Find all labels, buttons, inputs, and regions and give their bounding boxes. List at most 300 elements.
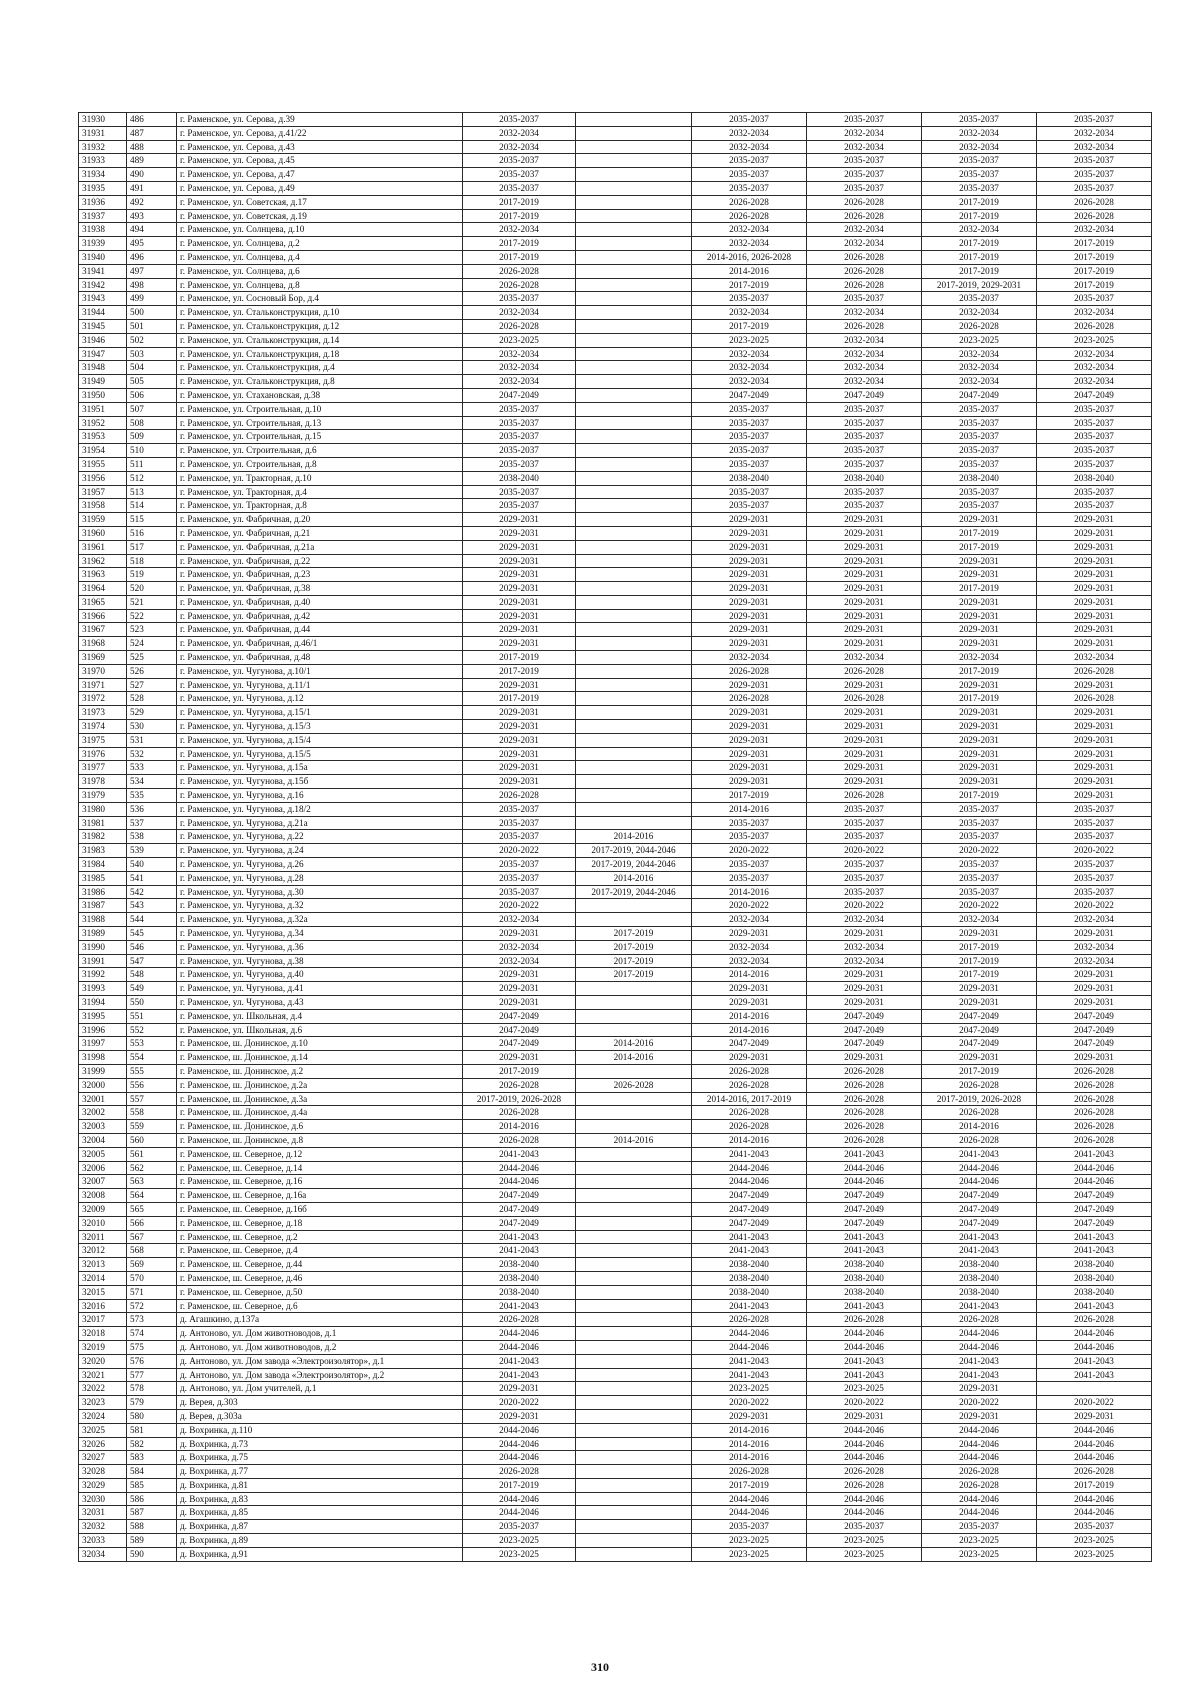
cell-period-6: 2047-2049 — [1037, 1216, 1152, 1230]
cell-period-5: 2044-2046 — [922, 1423, 1037, 1437]
cell-period-5: 2044-2046 — [922, 1327, 1037, 1341]
table-row — [79, 416, 1152, 430]
cell-item-number: 533 — [127, 761, 177, 775]
cell-period-1: 2029-2031 — [463, 996, 576, 1010]
cell-period-5: 2029-2031 — [922, 513, 1037, 527]
cell-period-2 — [576, 444, 692, 458]
cell-period-5: 2041-2043 — [922, 1244, 1037, 1258]
cell-period-6: 2017-2019 — [1037, 250, 1152, 264]
cell-item-number: 527 — [127, 678, 177, 692]
cell-period-1: 2026-2028 — [463, 264, 576, 278]
cell-item-number: 543 — [127, 899, 177, 913]
cell-period-3: 2029-2031 — [692, 513, 807, 527]
cell-item-number: 502 — [127, 333, 177, 347]
cell-row-number: 32019 — [79, 1340, 127, 1354]
cell-period-4: 2035-2037 — [807, 885, 922, 899]
cell-address: г. Раменское, ш. Донинское, д.8 — [177, 1133, 463, 1147]
cell-item-number: 552 — [127, 1023, 177, 1037]
cell-period-1: 2044-2046 — [463, 1437, 576, 1451]
cell-address: г. Раменское, ул. Тракторная, д.4 — [177, 485, 463, 499]
cell-item-number: 575 — [127, 1340, 177, 1354]
cell-row-number: 31948 — [79, 361, 127, 375]
cell-period-2 — [576, 899, 692, 913]
cell-item-number: 509 — [127, 430, 177, 444]
cell-period-3: 2029-2031 — [692, 609, 807, 623]
cell-period-5: 2026-2028 — [922, 1078, 1037, 1092]
cell-period-1: 2032-2034 — [463, 954, 576, 968]
cell-period-3: 2041-2043 — [692, 1244, 807, 1258]
cell-period-2 — [576, 181, 692, 195]
cell-period-4: 2044-2046 — [807, 1492, 922, 1506]
cell-period-1: 2047-2049 — [463, 1202, 576, 1216]
cell-period-1: 2047-2049 — [463, 388, 576, 402]
cell-period-2 — [576, 1244, 692, 1258]
cell-period-4: 2026-2028 — [807, 1465, 922, 1479]
cell-period-3: 2038-2040 — [692, 1258, 807, 1272]
cell-address: г. Раменское, ул. Солнцева, д.8 — [177, 278, 463, 292]
table-row — [79, 1244, 1152, 1258]
cell-address: г. Раменское, ул. Солнцева, д.2 — [177, 237, 463, 251]
cell-row-number: 31938 — [79, 223, 127, 237]
cell-period-3: 2014-2016 — [692, 1009, 807, 1023]
cell-period-5: 2035-2037 — [922, 430, 1037, 444]
table-row — [79, 209, 1152, 223]
cell-period-5: 2017-2019 — [922, 1064, 1037, 1078]
cell-period-6: 2035-2037 — [1037, 485, 1152, 499]
cell-period-2 — [576, 775, 692, 789]
cell-period-4: 2029-2031 — [807, 554, 922, 568]
cell-period-5: 2017-2019 — [922, 582, 1037, 596]
table-row — [79, 1382, 1152, 1396]
cell-period-6: 2017-2019 — [1037, 237, 1152, 251]
cell-period-6: 2047-2049 — [1037, 1202, 1152, 1216]
cell-period-2 — [576, 568, 692, 582]
cell-period-4: 2029-2031 — [807, 678, 922, 692]
cell-period-5: 2017-2019 — [922, 692, 1037, 706]
cell-period-3: 2014-2016, 2026-2028 — [692, 250, 807, 264]
cell-address: д. Верея, д.303 — [177, 1396, 463, 1410]
cell-period-6: 2032-2034 — [1037, 223, 1152, 237]
cell-address: г. Раменское, ул. Строительная, д.10 — [177, 402, 463, 416]
cell-address: г. Раменское, ш. Северное, д.6 — [177, 1299, 463, 1313]
cell-row-number: 31987 — [79, 899, 127, 913]
table-row — [79, 1547, 1152, 1561]
cell-row-number: 31980 — [79, 802, 127, 816]
cell-item-number: 503 — [127, 347, 177, 361]
cell-period-3: 2017-2019 — [692, 1478, 807, 1492]
cell-period-3: 2035-2037 — [692, 871, 807, 885]
cell-period-3: 2044-2046 — [692, 1340, 807, 1354]
cell-period-2 — [576, 623, 692, 637]
cell-period-5: 2038-2040 — [922, 1271, 1037, 1285]
cell-period-5: 2017-2019 — [922, 540, 1037, 554]
cell-period-6: 2035-2037 — [1037, 1520, 1152, 1534]
cell-period-3: 2032-2034 — [692, 306, 807, 320]
cell-item-number: 562 — [127, 1161, 177, 1175]
cell-period-6: 2029-2031 — [1037, 761, 1152, 775]
cell-period-1: 2035-2037 — [463, 816, 576, 830]
cell-period-1: 2017-2019 — [463, 195, 576, 209]
cell-period-4: 2035-2037 — [807, 416, 922, 430]
cell-period-2 — [576, 1271, 692, 1285]
cell-row-number: 32030 — [79, 1492, 127, 1506]
cell-row-number: 32023 — [79, 1396, 127, 1410]
cell-period-2 — [576, 540, 692, 554]
cell-period-3: 2035-2037 — [692, 457, 807, 471]
cell-period-4: 2026-2028 — [807, 664, 922, 678]
cell-period-3: 2047-2049 — [692, 388, 807, 402]
cell-row-number: 31986 — [79, 885, 127, 899]
cell-period-5: 2017-2019 — [922, 195, 1037, 209]
cell-period-1: 2032-2034 — [463, 940, 576, 954]
cell-period-2 — [576, 1313, 692, 1327]
table-row — [79, 651, 1152, 665]
cell-period-4: 2032-2034 — [807, 306, 922, 320]
cell-row-number: 32005 — [79, 1147, 127, 1161]
cell-period-2 — [576, 526, 692, 540]
cell-address: г. Раменское, ул. Чугунова, д.30 — [177, 885, 463, 899]
cell-row-number: 32016 — [79, 1299, 127, 1313]
cell-row-number: 31990 — [79, 940, 127, 954]
cell-period-5: 2020-2022 — [922, 1396, 1037, 1410]
table-body — [79, 113, 1152, 1562]
cell-period-6: 2029-2031 — [1037, 747, 1152, 761]
cell-period-3: 2023-2025 — [692, 1382, 807, 1396]
cell-period-1: 2017-2019 — [463, 1478, 576, 1492]
cell-period-2 — [576, 1520, 692, 1534]
cell-period-5: 2035-2037 — [922, 168, 1037, 182]
cell-period-1: 2029-2031 — [463, 540, 576, 554]
cell-period-4: 2041-2043 — [807, 1244, 922, 1258]
cell-period-4: 2041-2043 — [807, 1354, 922, 1368]
cell-period-1: 2035-2037 — [463, 416, 576, 430]
cell-period-1: 2026-2028 — [463, 319, 576, 333]
cell-row-number: 32000 — [79, 1078, 127, 1092]
table-row — [79, 126, 1152, 140]
cell-period-4: 2029-2031 — [807, 996, 922, 1010]
table-row — [79, 1492, 1152, 1506]
table-row — [79, 595, 1152, 609]
cell-period-3: 2041-2043 — [692, 1230, 807, 1244]
table-row — [79, 333, 1152, 347]
cell-period-6: 2032-2034 — [1037, 940, 1152, 954]
cell-address: д. Антоново, ул. Дом животноводов, д.1 — [177, 1327, 463, 1341]
cell-item-number: 565 — [127, 1202, 177, 1216]
cell-period-1: 2017-2019 — [463, 1064, 576, 1078]
cell-period-6: 2035-2037 — [1037, 430, 1152, 444]
cell-period-3: 2029-2031 — [692, 623, 807, 637]
cell-address: г. Раменское, ул. Стахановская, д.38 — [177, 388, 463, 402]
table-row — [79, 747, 1152, 761]
cell-period-6: 2035-2037 — [1037, 858, 1152, 872]
cell-period-6: 2020-2022 — [1037, 1396, 1152, 1410]
cell-period-6: 2047-2049 — [1037, 1037, 1152, 1051]
cell-period-2 — [576, 402, 692, 416]
cell-period-4: 2026-2028 — [807, 278, 922, 292]
cell-period-3: 2014-2016 — [692, 1133, 807, 1147]
cell-period-5: 2017-2019 — [922, 264, 1037, 278]
table-row — [79, 402, 1152, 416]
table-row — [79, 954, 1152, 968]
cell-row-number: 32013 — [79, 1258, 127, 1272]
cell-item-number: 578 — [127, 1382, 177, 1396]
cell-period-5: 2044-2046 — [922, 1506, 1037, 1520]
cell-period-4: 2038-2040 — [807, 1285, 922, 1299]
cell-period-5: 2032-2034 — [922, 223, 1037, 237]
cell-address: г. Раменское, ул. Стальконструкция, д.14 — [177, 333, 463, 347]
cell-period-3: 2020-2022 — [692, 844, 807, 858]
cell-item-number: 540 — [127, 858, 177, 872]
cell-row-number: 32034 — [79, 1547, 127, 1561]
table-row — [79, 1409, 1152, 1423]
cell-address: г. Раменское, ул. Чугунова, д.15а — [177, 761, 463, 775]
cell-row-number: 32010 — [79, 1216, 127, 1230]
cell-period-2 — [576, 1340, 692, 1354]
cell-period-3: 2035-2037 — [692, 402, 807, 416]
cell-period-4: 2032-2034 — [807, 126, 922, 140]
cell-period-2: 2017-2019, 2044-2046 — [576, 858, 692, 872]
cell-period-4: 2035-2037 — [807, 292, 922, 306]
cell-period-2: 2014-2016 — [576, 1051, 692, 1065]
cell-row-number: 31992 — [79, 968, 127, 982]
cell-period-3: 2029-2031 — [692, 775, 807, 789]
cell-period-4: 2044-2046 — [807, 1506, 922, 1520]
cell-item-number: 532 — [127, 747, 177, 761]
table-row — [79, 526, 1152, 540]
cell-period-6: 2026-2028 — [1037, 664, 1152, 678]
cell-period-4: 2023-2025 — [807, 1382, 922, 1396]
cell-period-1: 2035-2037 — [463, 871, 576, 885]
cell-period-6: 2044-2046 — [1037, 1423, 1152, 1437]
table-row — [79, 1520, 1152, 1534]
cell-item-number: 534 — [127, 775, 177, 789]
table-row — [79, 1451, 1152, 1465]
cell-address: г. Раменское, ул. Чугунова, д.11/1 — [177, 678, 463, 692]
cell-row-number: 32002 — [79, 1106, 127, 1120]
cell-period-5: 2029-2031 — [922, 761, 1037, 775]
cell-address: г. Раменское, ш. Донинское, д.10 — [177, 1037, 463, 1051]
cell-period-6: 2026-2028 — [1037, 209, 1152, 223]
table-row — [79, 1189, 1152, 1203]
cell-period-2 — [576, 306, 692, 320]
cell-period-5: 2026-2028 — [922, 1133, 1037, 1147]
cell-period-2 — [576, 278, 692, 292]
cell-period-2 — [576, 1396, 692, 1410]
cell-period-4: 2029-2031 — [807, 720, 922, 734]
cell-period-4: 2029-2031 — [807, 982, 922, 996]
table-row — [79, 168, 1152, 182]
cell-period-6: 2038-2040 — [1037, 1258, 1152, 1272]
cell-row-number: 31944 — [79, 306, 127, 320]
cell-period-1: 2032-2034 — [463, 223, 576, 237]
cell-period-4: 2029-2031 — [807, 623, 922, 637]
cell-item-number: 577 — [127, 1368, 177, 1382]
cell-period-6: 2023-2025 — [1037, 1534, 1152, 1548]
cell-period-6: 2035-2037 — [1037, 871, 1152, 885]
cell-period-2 — [576, 913, 692, 927]
cell-period-2 — [576, 1423, 692, 1437]
table-row — [79, 444, 1152, 458]
cell-period-4: 2029-2031 — [807, 761, 922, 775]
cell-period-2 — [576, 664, 692, 678]
cell-period-5: 2020-2022 — [922, 844, 1037, 858]
cell-period-3: 2032-2034 — [692, 347, 807, 361]
cell-period-3: 2029-2031 — [692, 540, 807, 554]
cell-period-1: 2038-2040 — [463, 1285, 576, 1299]
cell-period-1: 2032-2034 — [463, 306, 576, 320]
cell-item-number: 573 — [127, 1313, 177, 1327]
table-row — [79, 802, 1152, 816]
cell-row-number: 31963 — [79, 568, 127, 582]
cell-period-6: 2023-2025 — [1037, 1547, 1152, 1561]
cell-period-2 — [576, 789, 692, 803]
cell-row-number: 32011 — [79, 1230, 127, 1244]
cell-period-3: 2032-2034 — [692, 140, 807, 154]
cell-item-number: 504 — [127, 361, 177, 375]
cell-period-1: 2029-2031 — [463, 747, 576, 761]
cell-item-number: 530 — [127, 720, 177, 734]
cell-period-5: 2038-2040 — [922, 471, 1037, 485]
cell-period-3: 2035-2037 — [692, 430, 807, 444]
cell-period-6: 2032-2034 — [1037, 140, 1152, 154]
cell-period-4: 2026-2028 — [807, 1106, 922, 1120]
cell-period-1: 2044-2046 — [463, 1161, 576, 1175]
cell-address: г. Раменское, ул. Чугунова, д.24 — [177, 844, 463, 858]
table-row — [79, 223, 1152, 237]
cell-row-number: 31996 — [79, 1023, 127, 1037]
cell-address: г. Раменское, ул. Советская, д.17 — [177, 195, 463, 209]
cell-period-2 — [576, 1161, 692, 1175]
cell-period-3: 2038-2040 — [692, 471, 807, 485]
cell-row-number: 31952 — [79, 416, 127, 430]
cell-row-number: 31954 — [79, 444, 127, 458]
cell-item-number: 576 — [127, 1354, 177, 1368]
cell-item-number: 518 — [127, 554, 177, 568]
cell-period-1: 2044-2046 — [463, 1327, 576, 1341]
cell-period-2 — [576, 706, 692, 720]
cell-item-number: 568 — [127, 1244, 177, 1258]
cell-period-2 — [576, 1120, 692, 1134]
cell-period-4: 2026-2028 — [807, 692, 922, 706]
table-row — [79, 513, 1152, 527]
cell-period-1: 2035-2037 — [463, 485, 576, 499]
cell-item-number: 497 — [127, 264, 177, 278]
cell-row-number: 31988 — [79, 913, 127, 927]
cell-period-2 — [576, 1092, 692, 1106]
cell-period-6: 2026-2028 — [1037, 195, 1152, 209]
cell-address: г. Раменское, ул. Фабричная, д.40 — [177, 595, 463, 609]
cell-period-6: 2017-2019 — [1037, 1478, 1152, 1492]
cell-period-4: 2041-2043 — [807, 1230, 922, 1244]
cell-period-1: 2041-2043 — [463, 1354, 576, 1368]
cell-period-4: 2044-2046 — [807, 1175, 922, 1189]
cell-address: г. Раменское, ул. Серова, д.49 — [177, 181, 463, 195]
table-row — [79, 292, 1152, 306]
table-row — [79, 568, 1152, 582]
cell-row-number: 32001 — [79, 1092, 127, 1106]
cell-period-3: 2047-2049 — [692, 1189, 807, 1203]
cell-period-2 — [576, 1492, 692, 1506]
cell-item-number: 491 — [127, 181, 177, 195]
cell-period-5: 2029-2031 — [922, 733, 1037, 747]
cell-period-1: 2029-2031 — [463, 637, 576, 651]
cell-row-number: 31979 — [79, 789, 127, 803]
cell-address: г. Раменское, ул. Стальконструкция, д.4 — [177, 361, 463, 375]
cell-item-number: 499 — [127, 292, 177, 306]
cell-period-4: 2029-2031 — [807, 747, 922, 761]
cell-period-6: 2029-2031 — [1037, 540, 1152, 554]
table-row — [79, 1465, 1152, 1479]
cell-period-1: 2035-2037 — [463, 154, 576, 168]
cell-period-6: 2035-2037 — [1037, 292, 1152, 306]
cell-period-2 — [576, 816, 692, 830]
cell-period-5: 2017-2019 — [922, 250, 1037, 264]
cell-period-4: 2044-2046 — [807, 1451, 922, 1465]
cell-period-2 — [576, 1009, 692, 1023]
cell-period-3: 2032-2034 — [692, 223, 807, 237]
table-row — [79, 1506, 1152, 1520]
cell-period-2 — [576, 582, 692, 596]
cell-period-6: 2029-2031 — [1037, 775, 1152, 789]
cell-period-2: 2014-2016 — [576, 1133, 692, 1147]
cell-period-3: 2029-2031 — [692, 554, 807, 568]
cell-item-number: 560 — [127, 1133, 177, 1147]
cell-period-3: 2020-2022 — [692, 899, 807, 913]
table-row — [79, 940, 1152, 954]
cell-period-2 — [576, 1327, 692, 1341]
cell-period-5: 2032-2034 — [922, 347, 1037, 361]
cell-period-4: 2035-2037 — [807, 830, 922, 844]
table-row — [79, 1258, 1152, 1272]
table-row — [79, 361, 1152, 375]
cell-item-number: 501 — [127, 319, 177, 333]
cell-period-5: 2044-2046 — [922, 1437, 1037, 1451]
cell-item-number: 510 — [127, 444, 177, 458]
cell-row-number: 32004 — [79, 1133, 127, 1147]
cell-address: г. Раменское, ул. Строительная, д.15 — [177, 430, 463, 444]
cell-address: г. Раменское, ул. Солнцева, д.4 — [177, 250, 463, 264]
cell-period-4: 2029-2031 — [807, 637, 922, 651]
cell-period-1: 2035-2037 — [463, 292, 576, 306]
table-row — [79, 582, 1152, 596]
cell-address: д. Антоново, ул. Дом учителей, д.1 — [177, 1382, 463, 1396]
cell-address: г. Раменское, ш. Северное, д.16б — [177, 1202, 463, 1216]
cell-period-5: 2029-2031 — [922, 706, 1037, 720]
cell-row-number: 31966 — [79, 609, 127, 623]
cell-period-2 — [576, 513, 692, 527]
cell-period-2 — [576, 720, 692, 734]
cell-row-number: 32032 — [79, 1520, 127, 1534]
cell-address: г. Раменское, ш. Донинское, д.6 — [177, 1120, 463, 1134]
cell-period-1: 2035-2037 — [463, 858, 576, 872]
cell-period-2 — [576, 747, 692, 761]
cell-address: д. Вохринка, д.75 — [177, 1451, 463, 1465]
cell-period-3: 2020-2022 — [692, 1396, 807, 1410]
cell-row-number: 31960 — [79, 526, 127, 540]
cell-period-1: 2032-2034 — [463, 126, 576, 140]
cell-address: д. Агашкино, д.137а — [177, 1313, 463, 1327]
cell-item-number: 548 — [127, 968, 177, 982]
cell-period-1: 2020-2022 — [463, 844, 576, 858]
table-row — [79, 250, 1152, 264]
cell-period-5: 2029-2031 — [922, 554, 1037, 568]
cell-period-6: 2041-2043 — [1037, 1368, 1152, 1382]
cell-period-5: 2047-2049 — [922, 1023, 1037, 1037]
cell-period-6: 2026-2028 — [1037, 692, 1152, 706]
cell-address: г. Раменское, ул. Чугунова, д.18/2 — [177, 802, 463, 816]
cell-period-1: 2026-2028 — [463, 1106, 576, 1120]
table-row — [79, 1478, 1152, 1492]
